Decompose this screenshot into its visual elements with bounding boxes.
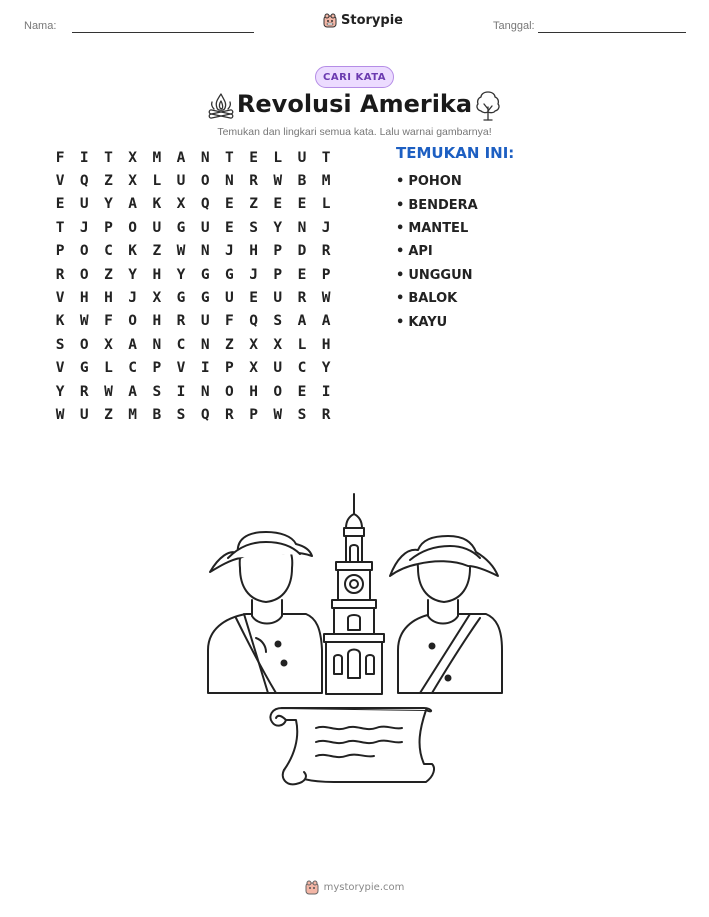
grid-letter[interactable]: P (55, 243, 65, 260)
grid-letter[interactable]: W (273, 173, 283, 190)
grid-letter[interactable]: N (225, 173, 234, 190)
grid-letter[interactable]: N (152, 336, 162, 353)
storypie-logo-icon (323, 13, 337, 28)
grid-letter[interactable]: C (104, 243, 113, 260)
grid-letter[interactable]: Y (104, 196, 113, 213)
grid-letter[interactable]: X (104, 336, 113, 353)
word-list-item (396, 193, 478, 216)
declaration-scroll (270, 708, 434, 784)
grid-letter[interactable]: V (55, 360, 65, 377)
grid-letter[interactable]: P (225, 360, 234, 377)
grid-row (48, 263, 338, 286)
grid-letter[interactable]: X (128, 173, 138, 190)
word-list-item (396, 264, 478, 287)
grid-letter[interactable]: L (297, 336, 307, 353)
grid-letter[interactable]: G (176, 219, 186, 236)
grid-letter[interactable]: E (297, 196, 307, 213)
grid-letter[interactable]: U (79, 406, 89, 423)
grid-letter[interactable]: J (79, 219, 89, 236)
grid-letter[interactable]: Y (55, 383, 65, 400)
grid-letter[interactable]: U (273, 290, 283, 307)
grid-letter[interactable]: P (249, 406, 258, 423)
left-soldier-figure (208, 532, 322, 693)
brand-name: Storypie (341, 13, 403, 28)
grid-letter[interactable]: G (200, 266, 210, 283)
word-label: UNGGUN (408, 267, 473, 283)
grid-letter[interactable]: E (249, 290, 258, 307)
grid-letter[interactable]: S (176, 406, 186, 423)
grid-letter[interactable]: P (273, 243, 283, 260)
grid-letter[interactable]: R (79, 383, 89, 400)
grid-letter[interactable]: O (128, 313, 138, 330)
grid-letter[interactable]: G (176, 290, 186, 307)
footer (0, 880, 709, 895)
bullet-icon: • (396, 314, 405, 330)
grid-letter[interactable]: G (225, 266, 234, 283)
grid-letter[interactable]: Y (128, 266, 138, 283)
name-label: Nama: (24, 20, 57, 32)
grid-letter[interactable]: Y (176, 266, 186, 283)
grid-letter[interactable]: A (176, 149, 186, 166)
bullet-icon: • (396, 291, 405, 307)
grid-letter[interactable]: E (249, 149, 258, 166)
word-list-item (396, 310, 478, 333)
grid-letter[interactable]: W (79, 313, 89, 330)
grid-letter[interactable]: X (249, 336, 258, 353)
instructions: Temukan dan lingkari semua kata. Lalu warnai gambarnya! (217, 126, 492, 138)
grid-letter[interactable]: E (273, 196, 283, 213)
grid-letter[interactable]: R (225, 406, 234, 423)
grid-letter[interactable]: J (321, 219, 331, 236)
grid-letter[interactable]: Z (104, 266, 113, 283)
grid-letter[interactable]: H (104, 290, 113, 307)
grid-letter[interactable]: W (321, 290, 331, 307)
grid-letter[interactable]: Z (104, 173, 113, 190)
bullet-icon: • (396, 267, 405, 283)
grid-letter[interactable]: M (128, 406, 138, 423)
grid-letter[interactable]: L (273, 149, 283, 166)
grid-letter[interactable]: F (55, 149, 65, 166)
grid-letter[interactable]: H (152, 313, 162, 330)
grid-letter[interactable]: Q (249, 313, 258, 330)
grid-letter[interactable]: H (79, 290, 89, 307)
word-list-item (396, 287, 478, 310)
grid-letter[interactable]: Y (273, 219, 283, 236)
grid-letter[interactable]: F (225, 313, 234, 330)
grid-letter[interactable]: W (273, 406, 283, 423)
grid-letter[interactable]: R (249, 173, 258, 190)
grid-letter[interactable]: V (55, 290, 65, 307)
bullet-icon: • (396, 197, 405, 213)
grid-letter[interactable]: X (176, 196, 186, 213)
grid-letter[interactable]: N (200, 243, 210, 260)
grid-letter[interactable]: E (55, 196, 65, 213)
grid-letter[interactable]: H (152, 266, 162, 283)
grid-letter[interactable]: S (273, 313, 283, 330)
grid-letter[interactable]: G (200, 290, 210, 307)
grid-letter[interactable]: O (225, 383, 234, 400)
grid-letter[interactable]: V (55, 173, 65, 190)
grid-row (48, 146, 338, 169)
grid-letter[interactable]: Q (200, 196, 210, 213)
grid-row (48, 333, 338, 356)
grid-letter[interactable]: H (321, 336, 331, 353)
storypie-logo-icon (305, 880, 319, 895)
grid-row (48, 403, 338, 426)
grid-letter[interactable]: L (152, 173, 162, 190)
word-list-item (396, 217, 478, 240)
grid-letter[interactable]: O (79, 336, 89, 353)
grid-letter[interactable]: I (79, 149, 89, 166)
grid-letter[interactable]: T (55, 219, 65, 236)
grid-letter[interactable]: Y (321, 360, 331, 377)
grid-letter[interactable]: C (128, 360, 138, 377)
grid-letter[interactable]: W (55, 406, 65, 423)
grid-letter[interactable]: C (297, 360, 307, 377)
grid-letter[interactable]: K (152, 196, 162, 213)
grid-letter[interactable]: R (321, 243, 331, 260)
bullet-icon: • (396, 174, 405, 190)
grid-letter[interactable]: G (79, 360, 89, 377)
grid-letter[interactable]: A (321, 313, 331, 330)
grid-row (48, 193, 338, 216)
grid-letter[interactable]: U (273, 360, 283, 377)
word-list (396, 170, 478, 334)
grid-row (48, 380, 338, 403)
grid-letter[interactable]: O (79, 243, 89, 260)
grid-letter[interactable]: E (297, 383, 307, 400)
grid-letter[interactable]: S (55, 336, 65, 353)
grid-letter[interactable]: L (321, 196, 331, 213)
grid-letter[interactable]: H (249, 243, 258, 260)
grid-row (48, 286, 338, 309)
page-title: Revolusi Amerika (236, 90, 473, 118)
grid-letter[interactable]: Q (79, 173, 89, 190)
grid-letter[interactable]: S (152, 383, 162, 400)
footer-url: mystorypie.com (323, 882, 405, 893)
grid-letter[interactable]: N (200, 336, 210, 353)
grid-letter[interactable]: N (297, 219, 307, 236)
grid-letter[interactable]: H (249, 383, 258, 400)
grid-letter[interactable]: O (128, 219, 138, 236)
grid-row (48, 310, 338, 333)
word-list-title: TEMUKAN INI: (396, 144, 515, 162)
grid-letter[interactable]: C (176, 336, 186, 353)
grid-letter[interactable]: X (249, 360, 258, 377)
grid-letter[interactable]: X (152, 290, 162, 307)
grid-letter[interactable]: P (104, 219, 113, 236)
grid-letter[interactable]: U (152, 219, 162, 236)
grid-row (48, 169, 338, 192)
grid-letter[interactable]: Z (225, 336, 234, 353)
grid-letter[interactable]: R (176, 313, 186, 330)
grid-letter[interactable]: Z (104, 406, 113, 423)
grid-letter[interactable]: D (297, 243, 307, 260)
grid-letter[interactable]: W (104, 383, 113, 400)
bullet-icon: • (396, 220, 405, 236)
grid-letter[interactable]: Q (200, 406, 210, 423)
grid-letter[interactable]: P (321, 266, 331, 283)
grid-letter[interactable]: R (297, 290, 307, 307)
word-label: BENDERA (408, 197, 478, 213)
grid-letter[interactable]: N (200, 383, 210, 400)
grid-letter[interactable]: E (225, 219, 234, 236)
grid-letter[interactable]: E (225, 196, 234, 213)
grid-letter[interactable]: B (297, 173, 307, 190)
grid-letter[interactable]: I (176, 383, 186, 400)
grid-letter[interactable]: K (55, 313, 65, 330)
name-line (72, 32, 254, 33)
grid-row (48, 240, 338, 263)
grid-letter[interactable]: O (273, 383, 283, 400)
bullet-icon: • (396, 244, 405, 260)
grid-letter[interactable]: I (200, 360, 210, 377)
grid-letter[interactable]: Z (249, 196, 258, 213)
word-search-grid (48, 146, 338, 427)
grid-letter[interactable]: A (297, 313, 307, 330)
grid-letter[interactable]: N (200, 149, 210, 166)
grid-letter[interactable]: S (249, 219, 258, 236)
grid-letter[interactable]: T (225, 149, 234, 166)
word-label: MANTEL (408, 220, 469, 236)
grid-letter[interactable]: O (79, 266, 89, 283)
grid-letter[interactable]: V (176, 360, 186, 377)
brand-logo (323, 13, 403, 28)
american-revolution-coloring-illustration (196, 488, 512, 798)
grid-letter[interactable]: U (79, 196, 89, 213)
grid-letter[interactable]: U (200, 313, 210, 330)
grid-letter[interactable]: U (200, 219, 210, 236)
independence-hall-tower (324, 494, 384, 694)
right-soldier-figure (390, 536, 502, 693)
grid-row (48, 357, 338, 380)
word-label: KAYU (408, 314, 448, 330)
word-label: API (408, 244, 433, 260)
grid-letter[interactable]: E (297, 266, 307, 283)
grid-letter[interactable]: U (225, 290, 234, 307)
grid-letter[interactable]: S (297, 406, 307, 423)
grid-letter[interactable]: P (152, 360, 162, 377)
grid-letter[interactable]: J (225, 243, 234, 260)
grid-letter[interactable]: T (321, 149, 331, 166)
word-label: POHON (408, 174, 462, 190)
grid-letter[interactable]: B (152, 406, 162, 423)
grid-letter[interactable]: J (128, 290, 138, 307)
grid-letter[interactable]: J (249, 266, 258, 283)
tree-icon (473, 89, 503, 123)
grid-letter[interactable]: M (152, 149, 162, 166)
word-list-item (396, 240, 478, 263)
grid-letter[interactable]: A (128, 336, 138, 353)
grid-letter[interactable]: L (104, 360, 113, 377)
grid-letter[interactable]: X (273, 336, 283, 353)
grid-letter[interactable]: M (321, 173, 331, 190)
date-label: Tanggal: (493, 20, 535, 32)
grid-letter[interactable]: W (176, 243, 186, 260)
grid-letter[interactable]: U (176, 173, 186, 190)
category-badge: CARI KATA (315, 66, 394, 88)
word-list-item (396, 170, 478, 193)
grid-letter[interactable]: U (297, 149, 307, 166)
grid-letter[interactable]: F (104, 313, 113, 330)
grid-letter[interactable]: P (273, 266, 283, 283)
grid-row (48, 216, 338, 239)
grid-letter[interactable]: R (55, 266, 65, 283)
grid-letter[interactable]: T (104, 149, 113, 166)
grid-letter[interactable]: R (321, 406, 331, 423)
grid-letter[interactable]: Z (152, 243, 162, 260)
grid-letter[interactable]: A (128, 383, 138, 400)
grid-letter[interactable]: A (128, 196, 138, 213)
grid-letter[interactable]: K (128, 243, 138, 260)
grid-letter[interactable]: I (321, 383, 331, 400)
date-line (538, 32, 686, 33)
word-label: BALOK (408, 291, 458, 307)
grid-letter[interactable]: X (128, 149, 138, 166)
grid-letter[interactable]: O (200, 173, 210, 190)
